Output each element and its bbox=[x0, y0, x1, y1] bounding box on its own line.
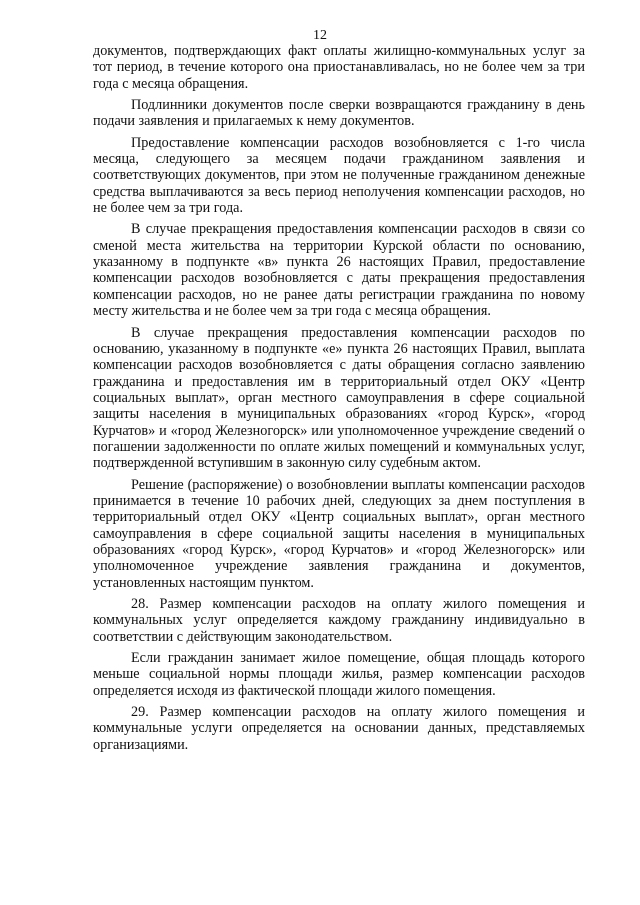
paragraph-decision-term: Решение (распоряжение) о возобновлении выплаты компенсации расходов принимается в течение 10 рабочих дней, следующих за днем поступления в территориальный отдел ОКУ «Центр социальных выплат», орган местного самоуправления в сфере социальной защиты населения в муниципальных образованиях «город Курск», «город Курчатов» и «город Железногорск» или уполномоченное учреждение заявления гражданина и документов, установленных настоящим пунктом. bbox=[93, 476, 585, 591]
paragraph-resumption-date: Предоставление компенсации расходов возобновляется с 1-го числа месяца, следующего за месяцем подачи гражданином заявления и соответствующих документов, при этом не полученные гражданином денежные средства выплачиваются за весь период неполучения компенсации расходов, но не более чем за три года. bbox=[93, 134, 585, 217]
paragraph-change-residence: В случае прекращения предоставления компенсации расходов в связи со сменой места жительства на территории Курской области по основанию, указанному в подпункте «в» пункта 26 настоящих Правил, предоставление компенсации расходов возобновляется с даты прекращения предоставления компенсации расходов, но не ранее даты регистрации гражданина по новому месту жительства и не более чем за три года с месяца обращения. bbox=[93, 221, 585, 320]
page-number: 12 bbox=[313, 28, 327, 43]
paragraph-item-28: 28. Размер компенсации расходов на оплату жилого помещения и коммунальных услуг определяется каждому гражданину индивидуально в соответствии с действующим законодательством. bbox=[93, 596, 585, 645]
paragraph-continuation: документов, подтверждающих факт оплаты жилищно-коммунальных услуг за тот период, в течение которого она приостанавливалась, но не более чем за три года с месяца обращения. bbox=[93, 43, 585, 92]
paragraph-debt-repayment: В случае прекращения предоставления компенсации расходов по основанию, указанному в подпункте «е» пункта 26 настоящих Правил, выплата компенсации расходов возобновляется с даты обращения согласно заявлению гражданина и предоставления им в территориальный отдел ОКУ «Центр социальных выплат», орган местного самоуправления в сфере социальной защиты населения в муниципальных образованиях «город Курск», «город Курчатов» и «город Железногорск» или уполномоченное учреждение сведений о погашении задолженности по оплате жилых помещений и коммунальных услуг, подтвержденной вступившим в законную силу судебным актом. bbox=[93, 324, 585, 472]
paragraph-item-29: 29. Размер компенсации расходов на оплату жилого помещения и коммунальные услуги определяется на основании данных, представляемых организациями. bbox=[93, 704, 585, 753]
paragraph-living-area: Если гражданин занимает жилое помещение, общая площадь которого меньше социальной нормы площади жилья, размер компенсации расходов определяется исходя из фактической площади жилого помещения. bbox=[93, 650, 585, 699]
document-body bbox=[93, 43, 585, 758]
paragraph-originals-return: Подлинники документов после сверки возвращаются гражданину в день подачи заявления и прилагаемых к нему документов. bbox=[93, 97, 585, 130]
